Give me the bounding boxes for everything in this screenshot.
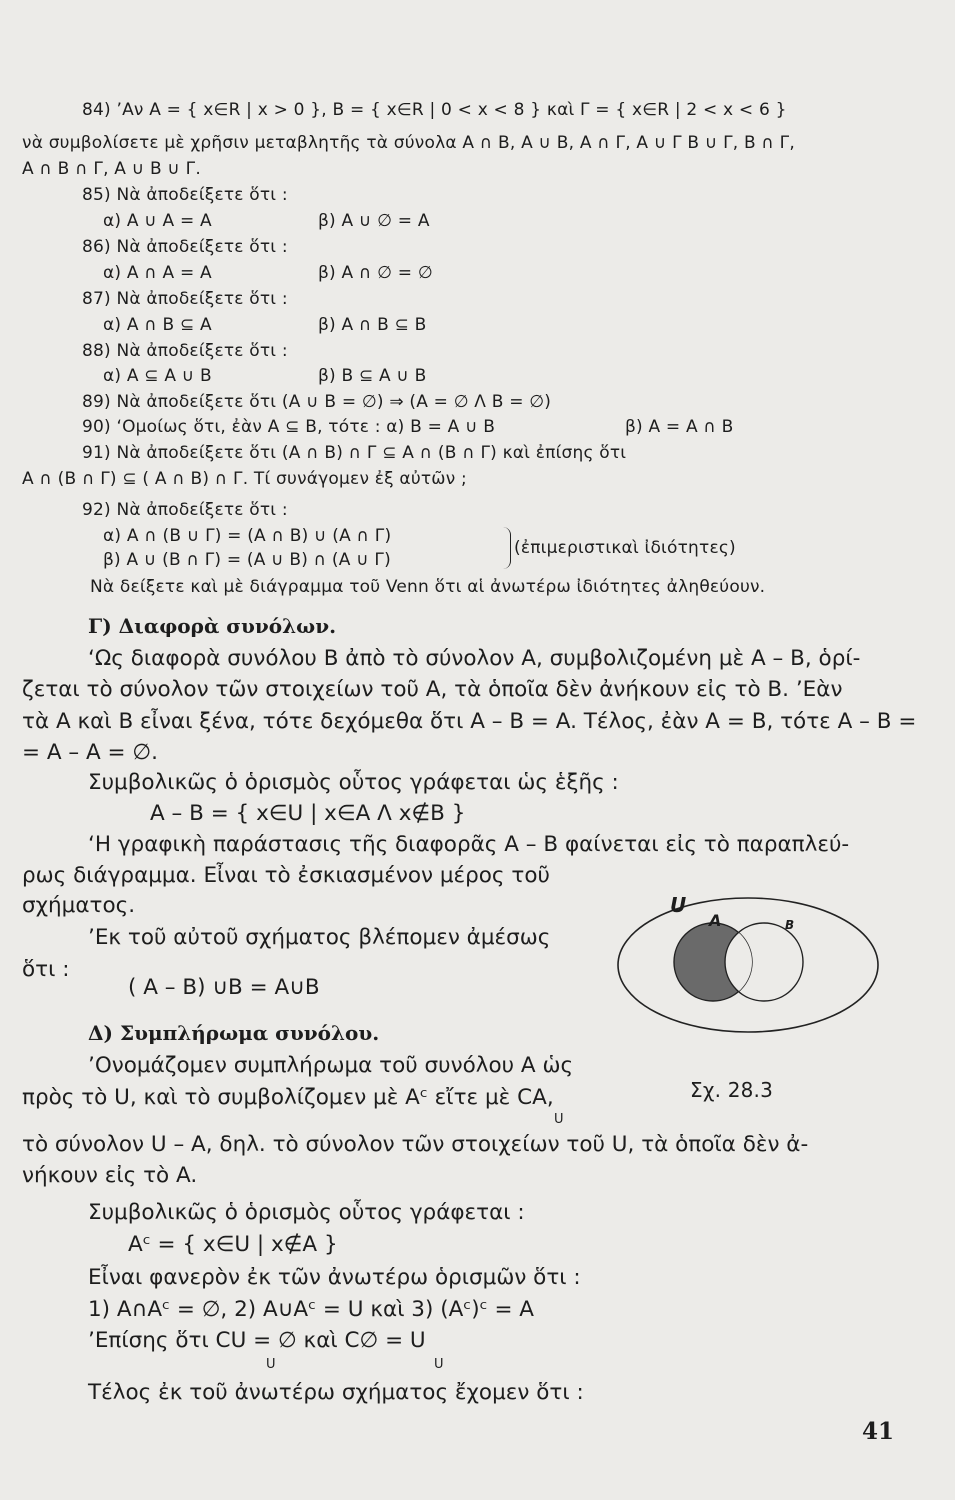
label-a: A: [709, 911, 722, 930]
distributive-properties-note: (ἐπιμεριστικαὶ ἰδιότητες): [514, 538, 736, 558]
exercise-86-b: β) A ∩ ∅ = ∅: [318, 263, 433, 283]
exercise-90-b: β) A = A ∩ B: [625, 417, 734, 437]
figure-caption: Σχ. 28.3: [690, 1078, 774, 1102]
complement-properties: 1) A∩Aᶜ = ∅, 2) A∪Aᶜ = U καὶ 3) (Aᶜ)ᶜ = A: [88, 1297, 534, 1322]
complement-formula: Aᶜ = { x∈U | x∉A }: [128, 1232, 338, 1257]
finally-line: Τέλος ἐκ τοῦ ἀνωτέρω σχήματος ἔχομεν ὅτι :: [88, 1380, 584, 1405]
exercise-88-a: α) A ⊆ A ∪ B: [103, 366, 212, 386]
difference-para-line-4: = A – A = ∅.: [22, 740, 158, 765]
complement-symbolic-intro: Συμβολικῶς ὁ ὁρισμὸς οὗτος γράφεται :: [88, 1200, 525, 1225]
difference-para-line-3: τὰ A καὶ B εἶναι ξένα, τότε δεχόμεθα ὅτι A – B = A. Τέλος, ἐὰν A = B, τότε A – B =: [22, 709, 917, 734]
label-b: B: [785, 918, 795, 932]
venn-diagram-instruction: Νὰ δείξετε καὶ μὲ διάγραμμα τοῦ Venn ὅτι αἱ ἀνωτέρω ἰδιότητες ἀληθεύουν.: [90, 577, 766, 597]
subscript-u-cu: U: [266, 1357, 276, 1372]
exercise-87-heading: 87) Νὰ ἀποδείξετε ὅτι :: [82, 289, 288, 309]
complement-para-line-4: νήκουν εἰς τὸ A.: [22, 1163, 198, 1188]
page-number: 41: [862, 1418, 895, 1445]
obvious-line: Εἶναι φανερὸν ἐκ τῶν ἀνωτέρω ὁρισμῶν ὅτι :: [88, 1265, 581, 1290]
exercise-91-line-1: 91) Νὰ ἀποδείξετε ὅτι (A ∩ B) ∩ Γ ⊆ A ∩ (B ∩ Γ) καὶ ἐπίσης ὅτι: [82, 443, 627, 463]
exercise-92-heading: 92) Νὰ ἀποδείξετε ὅτι :: [82, 500, 288, 520]
graphic-para-line-1: ‘Η γραφικὴ παράστασις τῆς διαφορᾶς A – B φαίνεται εἰς τὸ παραπλεύ-: [88, 832, 850, 857]
exercise-85-a: α) A ∪ A = A: [103, 211, 212, 231]
complement-para-line-1: ’Ονομάζομεν συμπλήρωμα τοῦ συνόλου A ὡς: [88, 1053, 574, 1078]
subscript-u-cempty: U: [434, 1357, 444, 1372]
difference-symbolic-intro: Συμβολικῶς ὁ ὁρισμὸς οὗτος γράφεται ὡς ἑξῆς :: [88, 770, 619, 795]
difference-para-line-1: ‘Ως διαφορὰ συνόλου B ἀπὸ τὸ σύνολον A, συμβολιζομένη μὲ A – B, ὁρί-: [88, 646, 861, 671]
same-figure-line: ’Εκ τοῦ αὐτοῦ σχήματος βλέπομεν ἀμέσως: [88, 925, 551, 950]
exercise-88-b: β) B ⊆ A ∪ B: [318, 366, 427, 386]
label-u: U: [670, 893, 687, 917]
graphic-para-line-2: ρως διάγραμμα. Εἶναι τὸ ἐσκιασμένον μέρος τοῦ: [22, 863, 550, 888]
exercise-89: 89) Νὰ ἀποδείξετε ὅτι (A ∪ B = ∅) ⇒ (A = ∅ Λ B = ∅): [82, 392, 552, 412]
complement-para-line-3: τὸ σύνολον U – A, δηλ. τὸ σύνολον τῶν στοιχείων τοῦ U, τὰ ὁποῖα δὲν ἀ-: [22, 1132, 809, 1157]
exercise-92-a: α) A ∩ (B ∪ Γ) = (A ∩ B) ∪ (A ∩ Γ): [103, 526, 392, 546]
exercise-84-line-3: A ∩ B ∩ Γ, A ∪ B ∪ Γ.: [22, 159, 201, 179]
exercise-85-heading: 85) Νὰ ἀποδείξετε ὅτι :: [82, 185, 288, 205]
exercise-90-a: 90) ‘Ομοίως ὅτι, ἐὰν A ⊆ B, τότε : α) B = A ∪ B: [82, 417, 496, 437]
exercise-84-line-1: 84) ’Αν A = { x∈R | x > 0 }, B = { x∈R | 0 < x < 8 } καὶ Γ = { x∈R | 2 < x < 6 }: [82, 100, 787, 120]
exercise-92-b: β) A ∪ (B ∩ Γ) = (A ∪ B) ∩ (A ∪ Γ): [103, 550, 391, 570]
also-line: ’Επίσης ὅτι CU = ∅ καὶ C∅ = U: [88, 1328, 426, 1353]
difference-para-line-2: ζεται τὸ σύνολον τῶν στοιχείων τοῦ A, τὰ ὁποῖα δὲν ἀνήκουν εἰς τὸ B. ’Εὰν: [22, 677, 843, 702]
union-identity-formula: ( A – B) ∪B = A∪B: [128, 975, 320, 1000]
exercise-87-a: α) A ∩ B ⊆ A: [103, 315, 212, 335]
difference-formula: A – B = { x∈U | x∈A Λ x∉B }: [150, 801, 466, 826]
exercise-84-line-2: νὰ συμβολίσετε μὲ χρῆσιν μεταβλητῆς τὰ σύνολα A ∩ B, A ∪ B, A ∩ Γ, A ∪ Γ B ∪ Γ, B ∩ Γ,: [22, 133, 795, 153]
exercise-88-heading: 88) Νὰ ἀποδείξετε ὅτι :: [82, 341, 288, 361]
venn-diagram-figure: [600, 885, 900, 1065]
hoti-line: ὅτι :: [22, 957, 70, 982]
exercise-87-b: β) A ∩ B ⊆ B: [318, 315, 427, 335]
exercise-86-a: α) A ∩ A = A: [103, 263, 212, 283]
exercise-85-b: β) A ∪ ∅ = A: [318, 211, 430, 231]
exercise-86-heading: 86) Νὰ ἀποδείξετε ὅτι :: [82, 237, 288, 257]
section-difference-heading: Γ) Διαφορὰ συνόλων.: [88, 614, 337, 638]
complement-para-line-2: πρὸς τὸ U, καὶ τὸ συμβολίζομεν μὲ Aᶜ εἴτε μὲ CA,: [22, 1085, 554, 1110]
subscript-u-ca: U: [554, 1112, 564, 1127]
graphic-para-line-3: σχήματος.: [22, 893, 136, 918]
exercise-91-line-2: A ∩ (B ∩ Γ) ⊆ ( A ∩ B) ∩ Γ. Τί συνάγομεν ἐξ αὐτῶν ;: [22, 469, 467, 489]
section-complement-heading: Δ) Συμπλήρωμα συνόλου.: [88, 1021, 380, 1045]
curly-brace: [500, 527, 511, 569]
